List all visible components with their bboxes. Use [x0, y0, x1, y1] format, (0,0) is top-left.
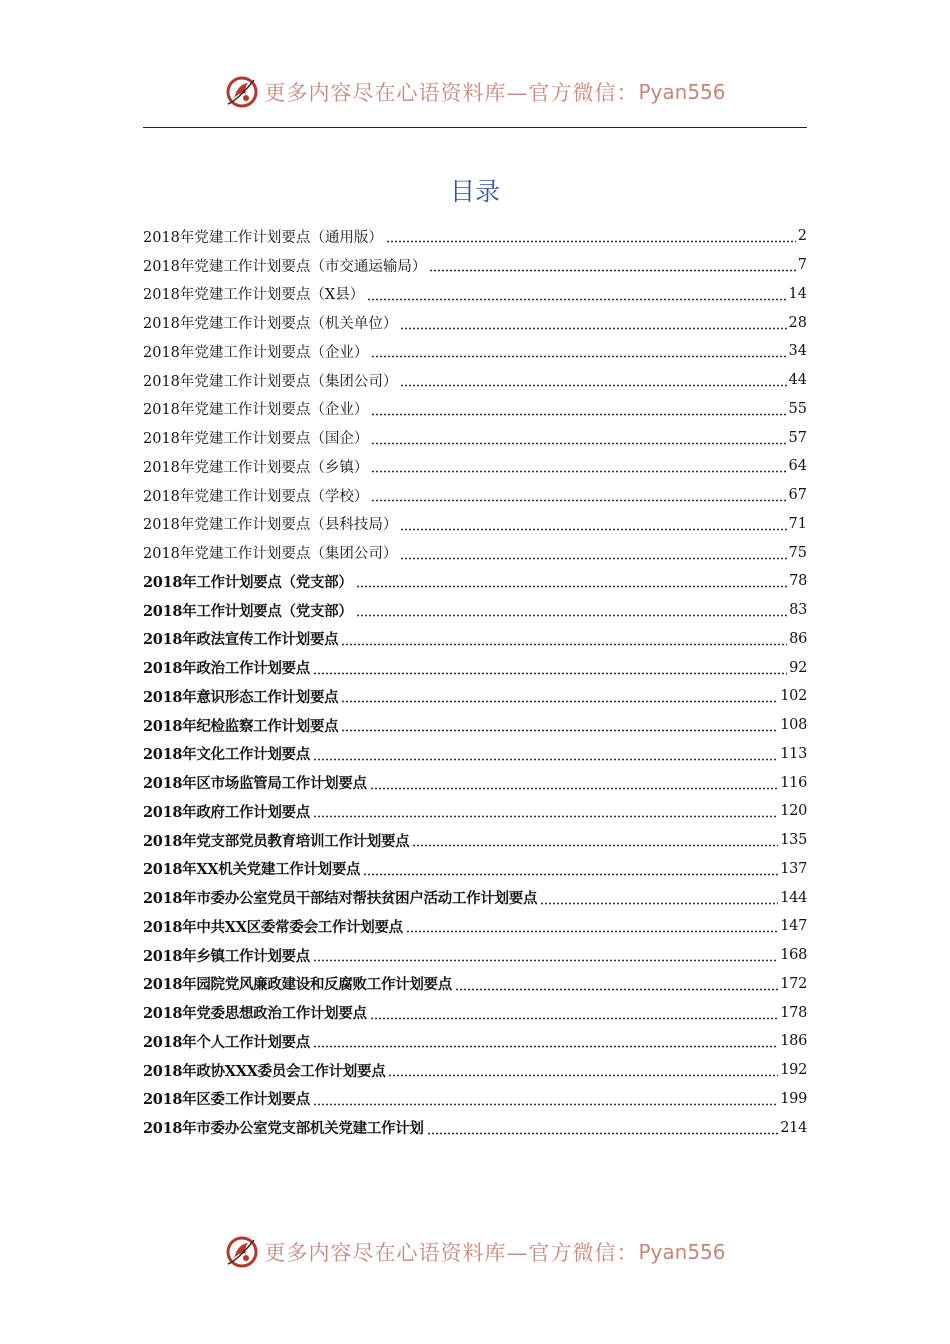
toc-entry[interactable]	[143, 308, 807, 337]
toc-leader-dots	[313, 1034, 778, 1048]
toc-entry-label: 2018年乡镇工作计划要点	[143, 947, 310, 965]
toc-leader-dots	[371, 459, 786, 473]
toc-entry[interactable]	[143, 596, 807, 625]
toc-entry-page: 2	[797, 228, 807, 245]
toc-leader-dots	[313, 661, 787, 675]
toc-entry-page: 92	[789, 659, 807, 676]
toc-entry-page: 172	[780, 975, 807, 992]
toc-entry-label: 2018年中共XX区委常委会工作计划要点	[143, 918, 403, 936]
toc-entry[interactable]	[143, 1113, 807, 1142]
toc-entry-page: 178	[780, 1004, 807, 1021]
toc-entry-page: 108	[780, 717, 807, 734]
toc-entry[interactable]	[143, 625, 807, 654]
toc-leader-dots	[400, 517, 786, 531]
toc-leader-dots	[341, 689, 778, 703]
toc-entry-page: 64	[788, 458, 807, 475]
toc-entry-label: 2018年意识形态工作计划要点	[143, 688, 339, 706]
toc-leader-dots	[412, 833, 778, 847]
toc-entry[interactable]	[143, 222, 807, 251]
toc-entry[interactable]	[143, 883, 807, 912]
toc-entry-page: 113	[780, 745, 807, 762]
toc-entry-label: 2018年党建工作计划要点（企业）	[143, 344, 369, 361]
toc-entry-page: 55	[788, 400, 807, 417]
toc-entry[interactable]	[143, 423, 807, 452]
toc-leader-dots	[356, 574, 788, 588]
toc-entry-page: 137	[780, 860, 807, 877]
toc-leader-dots	[367, 287, 786, 301]
toc-leader-dots	[400, 546, 786, 560]
toc-entry[interactable]	[143, 797, 807, 826]
toc-leader-dots	[363, 862, 778, 876]
toc-entry-page: 86	[789, 630, 807, 647]
toc-entry[interactable]	[143, 337, 807, 366]
toc-leader-dots	[313, 747, 778, 761]
toc-leader-dots	[388, 1063, 778, 1077]
footer-banner	[0, 1232, 950, 1272]
toc-leader-dots	[313, 948, 778, 962]
toc-entry-page: 28	[788, 314, 807, 331]
toc-entry-label: 2018年XX机关党建工作计划要点	[143, 861, 361, 879]
toc-entry-page: 168	[780, 947, 807, 964]
toc-entry-label: 2018年个人工作计划要点	[143, 1033, 310, 1051]
toc-entry-label: 2018年党委思想政治工作计划要点	[143, 1005, 367, 1023]
toc-leader-dots	[370, 1006, 778, 1020]
toc-title: 目录	[449, 177, 500, 206]
toc-entry-page: 186	[780, 1033, 807, 1050]
toc-entry-page: 57	[788, 429, 807, 446]
toc-entry-page: 116	[780, 774, 807, 791]
toc-entry[interactable]	[143, 481, 807, 510]
toc-leader-dots	[386, 229, 796, 243]
toc-entry-label: 2018年区市场监管局工作计划要点	[143, 775, 367, 793]
toc-entry-page: 102	[780, 688, 807, 705]
toc-entry-page: 71	[788, 515, 807, 532]
toc-entry-label: 2018年纪检监察工作计划要点	[143, 717, 339, 735]
toc-entry[interactable]	[143, 970, 807, 999]
toc-entry-label: 2018年党建工作计划要点（机关单位）	[143, 316, 398, 333]
toc-entry-page: 7	[797, 257, 807, 274]
toc-list	[143, 222, 807, 1142]
toc-entry[interactable]	[143, 740, 807, 769]
toc-entry-label: 2018年党支部党员教育培训工作计划要点	[143, 832, 410, 850]
toc-entry[interactable]	[143, 682, 807, 711]
toc-entry-label: 2018年区委工作计划要点	[143, 1091, 310, 1109]
toc-entry-label: 2018年政协XXX委员会工作计划要点	[143, 1062, 386, 1080]
toc-leader-dots	[341, 718, 778, 732]
toc-entry-label: 2018年政府工作计划要点	[143, 803, 310, 821]
toc-entry[interactable]	[143, 768, 807, 797]
toc-entry[interactable]	[143, 826, 807, 855]
toc-leader-dots	[429, 258, 795, 272]
header-text: 更多内容尽在心语资料库—官方微信：	[264, 81, 639, 105]
toc-entry-label: 2018年党建工作计划要点（乡镇）	[143, 459, 369, 476]
header-banner	[0, 72, 950, 112]
toc-entry[interactable]	[143, 395, 807, 424]
toc-entry[interactable]	[143, 711, 807, 740]
toc-leader-dots	[371, 344, 786, 358]
toc-entry-page: 78	[789, 573, 807, 590]
toc-entry-page: 147	[780, 918, 807, 935]
toc-entry-label: 2018年工作计划要点（党支部）	[143, 573, 353, 591]
toc-entry[interactable]	[143, 941, 807, 970]
toc-entry-page: 83	[789, 602, 807, 619]
toc-entry-label: 2018年工作计划要点（党支部）	[143, 602, 353, 620]
toc-entry-page: 199	[780, 1090, 807, 1107]
toc-leader-dots	[356, 603, 788, 617]
toc-entry-label: 2018年党建工作计划要点（集团公司）	[143, 373, 398, 390]
toc-entry-label: 2018年园院党风廉政建设和反腐败工作计划要点	[143, 976, 452, 994]
toc-entry-label: 2018年党建工作计划要点（学校）	[143, 488, 369, 505]
toc-entry[interactable]	[143, 452, 807, 481]
toc-entry[interactable]	[143, 251, 807, 280]
toc-entry[interactable]	[143, 567, 807, 596]
toc-leader-dots	[406, 919, 778, 933]
toc-entry-label: 2018年党建工作计划要点（通用版）	[143, 229, 383, 246]
toc-entry-label: 2018年市委办公室党支部机关党建工作计划	[143, 1120, 424, 1138]
toc-entry-page: 67	[788, 487, 807, 504]
toc-entry-page: 192	[780, 1062, 807, 1079]
toc-leader-dots	[371, 402, 786, 416]
toc-entry-label: 2018年党建工作计划要点（县科技局）	[143, 517, 398, 534]
toc-entry-label: 2018年党建工作计划要点（集团公司）	[143, 546, 398, 563]
toc-entry-label: 2018年党建工作计划要点（企业）	[143, 402, 369, 419]
toc-leader-dots	[400, 373, 786, 387]
toc-entry-label: 2018年党建工作计划要点（市交通运输局）	[143, 258, 427, 275]
toc-leader-dots	[313, 1092, 778, 1106]
toc-entry[interactable]	[143, 1027, 807, 1056]
toc-entry[interactable]	[143, 855, 807, 884]
brand-logo-icon	[224, 74, 260, 110]
brand-logo-icon	[224, 1234, 260, 1270]
toc-entry[interactable]	[143, 510, 807, 539]
toc-leader-dots	[370, 776, 778, 790]
toc-leader-dots	[371, 431, 786, 445]
toc-entry[interactable]	[143, 280, 807, 309]
footer-handle: Pyan556	[638, 1240, 726, 1264]
toc-entry-page: 135	[780, 832, 807, 849]
toc-entry-page: 34	[788, 343, 807, 360]
toc-leader-dots	[313, 804, 778, 818]
toc-leader-dots	[455, 977, 778, 991]
header-handle: Pyan556	[638, 80, 726, 104]
toc-entry-label: 2018年文化工作计划要点	[143, 746, 310, 764]
toc-entry-page: 75	[788, 544, 807, 561]
toc-leader-dots	[427, 1121, 779, 1135]
footer-text: 更多内容尽在心语资料库—官方微信：	[264, 1241, 639, 1265]
toc-entry-label: 2018年政法宣传工作计划要点	[143, 631, 339, 649]
toc-entry[interactable]	[143, 912, 807, 941]
toc-entry[interactable]	[143, 538, 807, 567]
toc-entry-label: 2018年党建工作计划要点（国企）	[143, 431, 369, 448]
toc-leader-dots	[400, 316, 786, 330]
toc-entry-page: 214	[780, 1119, 807, 1136]
toc-leader-dots	[540, 891, 778, 905]
toc-entry[interactable]	[143, 998, 807, 1027]
header-rule	[143, 127, 807, 128]
toc-leader-dots	[371, 488, 786, 502]
toc-entry-page: 144	[780, 889, 807, 906]
toc-entry-label: 2018年市委办公室党员干部结对帮扶贫困户活动工作计划要点	[143, 890, 538, 908]
toc-leader-dots	[341, 632, 787, 646]
toc-entry[interactable]	[143, 366, 807, 395]
toc-entry-page: 14	[788, 285, 807, 302]
toc-entry-page: 44	[788, 372, 807, 389]
toc-entry-label: 2018年政治工作计划要点	[143, 660, 310, 678]
toc-entry[interactable]	[143, 653, 807, 682]
toc-entry-page: 120	[780, 803, 807, 820]
toc-entry[interactable]	[143, 1056, 807, 1085]
toc-entry[interactable]	[143, 1085, 807, 1114]
toc-entry-label: 2018年党建工作计划要点（X县）	[143, 287, 365, 304]
